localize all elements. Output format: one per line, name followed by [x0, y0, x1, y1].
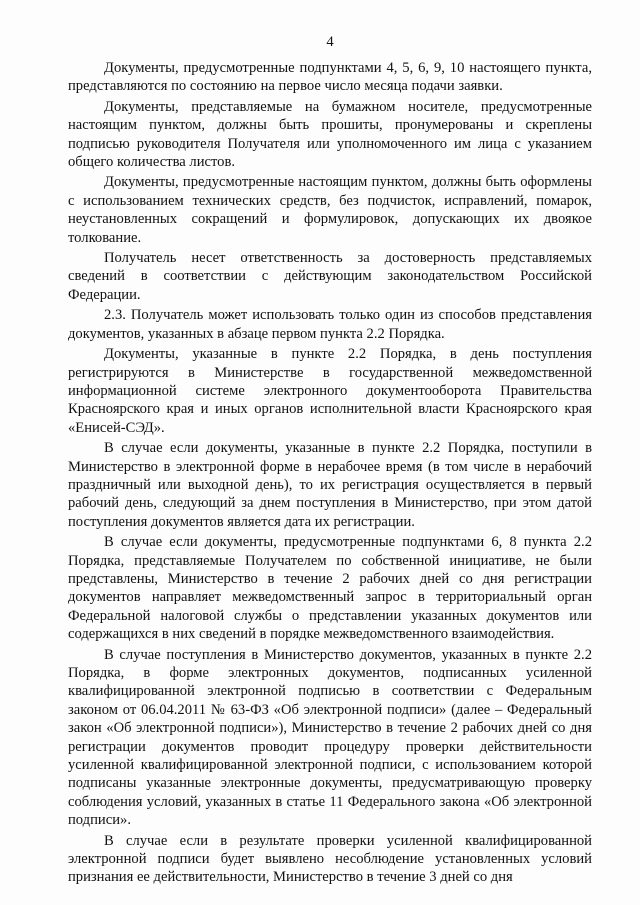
paragraph-registration: Документы, указанные в пункте 2.2 Порядка, в день поступления регистрируются в Министерстве в государственной межведомственной информационной системе электронного документооборота Правительства Красноярского края и иных органов исполнительной власти Красноярского края «Енисей-СЭД».	[68, 346, 592, 436]
paragraph-signature-invalid: В случае если в результате проверки усиленной квалифицированной электронной подписи будет выявлено несоблюдение установленных условий признания ее действительности, Министерство в течение 3 дней со дня	[68, 832, 592, 886]
paragraph-interdepartmental-request: В случае если документы, предусмотренные подпунктами 6, 8 пункта 2.2 Порядка, представляемые Получателем по собственной инициативе, не были представлены, Министерство в течение 2 рабочих дней со дня регистрации документов направляет межведомственный запрос в территориальный орган Федеральной налоговой службы о представлении указанных документов или содержащихся в них сведений в порядке межведомственного взаимодействия.	[68, 534, 592, 643]
paragraph-electronic-signature-check: В случае поступления в Министерство документов, указанных в пункте 2.2 Порядка, в форме электронных документов, подписанных усиленной квалифицированной электронной подписью в соответствии с Федеральным законом от 06.04.2011 № 63-ФЗ «Об электронной подписи» (далее – Федеральный закон «Об электронной подписи»), Министерство в течение 2 рабочих дней со дня регистрации документов проводит процедуру проверки действительности усиленной квалифицированной электронной подписи, с использованием которой подписаны указанные электронные документы, предусматривающую проверку соблюдения условий, указанных в статье 11 Федерального закона «Об электронной подписи».	[68, 646, 592, 829]
paragraph-clause-2-3: 2.3. Получатель может использовать только один из способов представления документов, указанных в абзаце первом пункта 2.2 Порядка.	[68, 307, 592, 342]
paragraph-non-working-time: В случае если документы, указанные в пункте 2.2 Порядка, поступили в Министерство в электронной форме в нерабочее время (в том числе в нерабочий праздничный или выходной день), то их регистрация осуществляется в первый рабочий день, следующий за днем поступления в Министерство, при этом датой поступления документов является дата их регистрации.	[68, 440, 592, 530]
paragraph-document-formatting: Документы, предусмотренные настоящим пунктом, должны быть оформлены с использованием технических средств, без подчисток, исправлений, помарок, неустановленных сокращений и формулировок, допускающих их двоякое толкование.	[68, 174, 592, 246]
paragraph-paper-documents: Документы, представляемые на бумажном носителе, предусмотренные настоящим пунктом, должны быть прошиты, пронумерованы и скреплены подписью руководителя Получателя или уполномоченного им лица с указанием общего количества листов.	[68, 98, 592, 171]
paragraph-recipient-responsibility: Получатель несет ответственность за достоверность представляемых сведений в соответствии с действующим законодательством Российской Федерации.	[68, 250, 592, 303]
page-number: 4	[326, 34, 334, 50]
paragraph-documents-date: Документы, предусмотренные подпунктами 4, 5, 6, 9, 10 настоящего пункта, представляются по состоянию на первое число месяца подачи заявки.	[68, 60, 592, 95]
